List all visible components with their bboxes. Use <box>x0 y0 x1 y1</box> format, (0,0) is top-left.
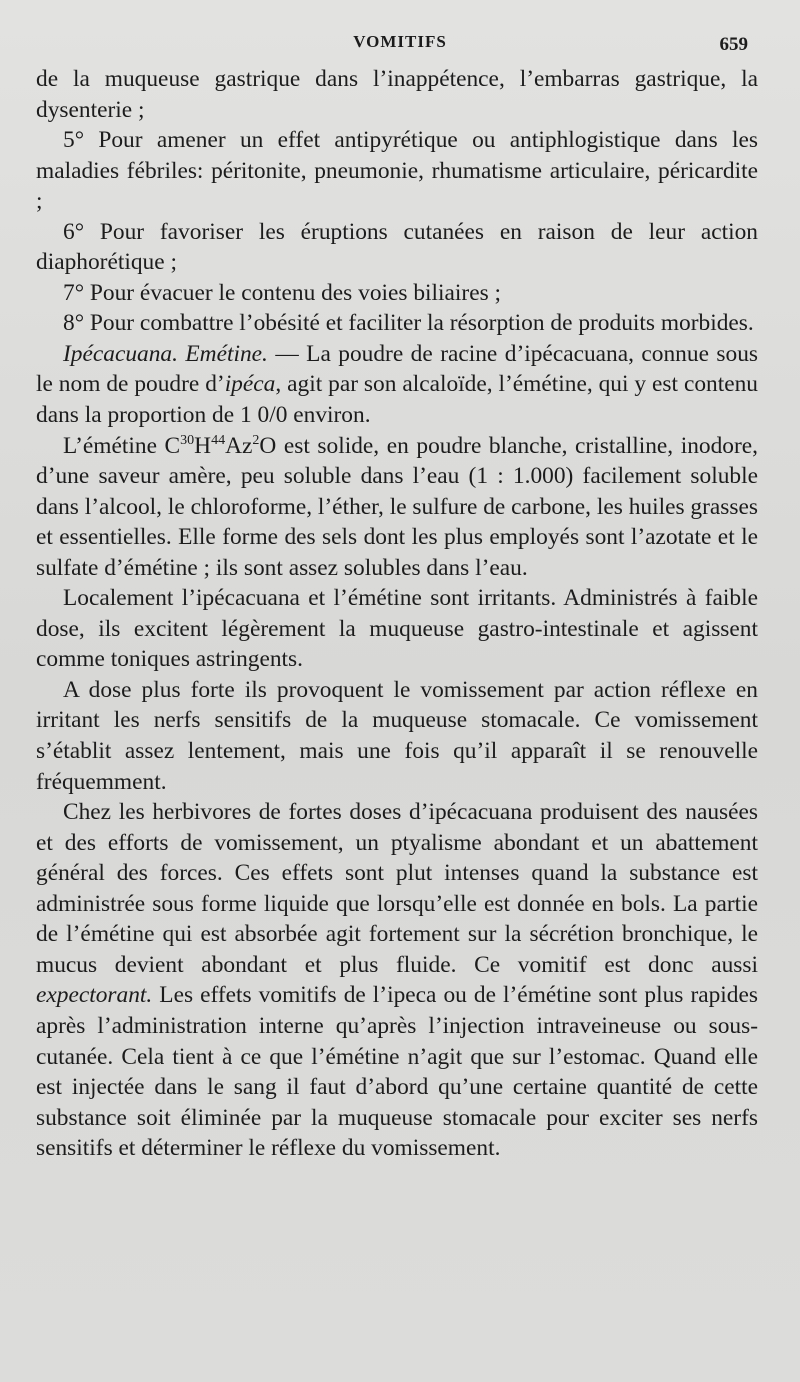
formula-element: Az <box>225 432 253 459</box>
page-header <box>0 28 800 62</box>
paragraph-strong-dose: A dose plus forte ils provoquent le vomissement par action réflexe en irritant les nerfs sensitifs de la muqueuse stomacale. Ce vomissement s’établit assez lentement, mais une fois qu’il apparaît il se renouvelle fréquemment. <box>36 676 758 795</box>
list-item-8: 8° Pour combattre l’obésité et faciliter la résorption de produits morbides. <box>63 310 754 337</box>
formula-subscript: 2 <box>252 431 260 448</box>
list-item-6: 6° Pour favoriser les éruptions cutanées en raison de leur action diaphorétique ; <box>36 218 758 276</box>
formula-element: O <box>259 432 277 459</box>
italic-term: ipéca <box>224 371 276 398</box>
paragraph-ipecacuana <box>36 339 758 431</box>
list-item-5: 5° Pour amener un effet antipyrétique ou antiphlogistique dans les maladies fébriles: péritonite, pneumonie, rhumatisme articulaire, péricardite ; <box>36 127 758 215</box>
running-title: VOMITIFS <box>353 32 447 51</box>
paragraph-text: Les effets vomitifs de l’ipeca ou de l’émétine sont plus rapides après l’administration interne qu’après l’injection intraveineuse ou sous-cutanée. Cela tient à ce que l’émétine n’agit que sur l’estomac. Quand elle est injectée dans le sang il faut d’abord qu’une certaine quantité de cette substance soit éliminée par la muqueuse stomacale pour exciter ses nerfs sensitifs et déterminer le réflexe du vomissement. <box>36 982 758 1162</box>
body-text <box>36 64 758 1164</box>
paragraph-emetine <box>36 431 758 584</box>
paragraph-continuation: de la muqueuse gastrique dans l’inappétence, l’embarras gastrique, la dysenterie ; <box>36 66 758 123</box>
paragraph-text: Chez les herbivores de fortes doses d’ipécacuana produisent des nausées et des efforts de vomissement, un ptyalisme abondant et un abattement général des forces. Ces effets sont plut intenses quand la substance est administrée sous forme liquide que lorsqu’elle est donnée en bols. La partie de l’émétine qui est absorbée agit fortement sur la sécrétion bronchique, le mucus devient abondant et plus fluide. Ce vomitif est donc aussi <box>36 799 758 978</box>
formula-prefix: L’émétine C <box>63 432 181 459</box>
formula-subscript: 44 <box>211 431 226 448</box>
paragraph-herbivores <box>36 797 758 1164</box>
page-number: 659 <box>719 34 748 55</box>
paragraph-text: , agit par son alcaloïde, l’émétine, qui y est contenu dans la proportion de 1 0/0 environ. <box>36 371 758 429</box>
paragraph-local-effects: Localement l’ipécacuana et l’émétine sont irritants. Administrés à faible dose, ils excitent légèrement la muqueuse gastro-intestinale et agissent comme toniques astringents. <box>36 585 758 673</box>
formula-subscript: 30 <box>180 431 195 448</box>
formula-element: H <box>194 432 212 459</box>
list-item-7: 7° Pour évacuer le contenu des voies biliaires ; <box>63 279 502 306</box>
paragraph-text: — La poudre de racine d’ipécacuana, connue sous le nom de poudre d’ <box>36 340 758 398</box>
italic-term: expectorant. <box>36 982 153 1009</box>
paragraph-text: est solide, en poudre blanche, cristalline, inodore, d’une saveur amère, peu soluble dans l’eau (1 : 1.000) facilement soluble dans l’alcool, le chloroforme, l’éther, le sulfure de carbone, les huiles grasses et essentielles. Elle forme des sels dont les plus employés sont l’azotate et le sulfate d’émétine ; ils sont assez solubles dans l’eau. <box>36 432 758 581</box>
section-label: Ipécacuana. Emétine. <box>63 340 268 367</box>
